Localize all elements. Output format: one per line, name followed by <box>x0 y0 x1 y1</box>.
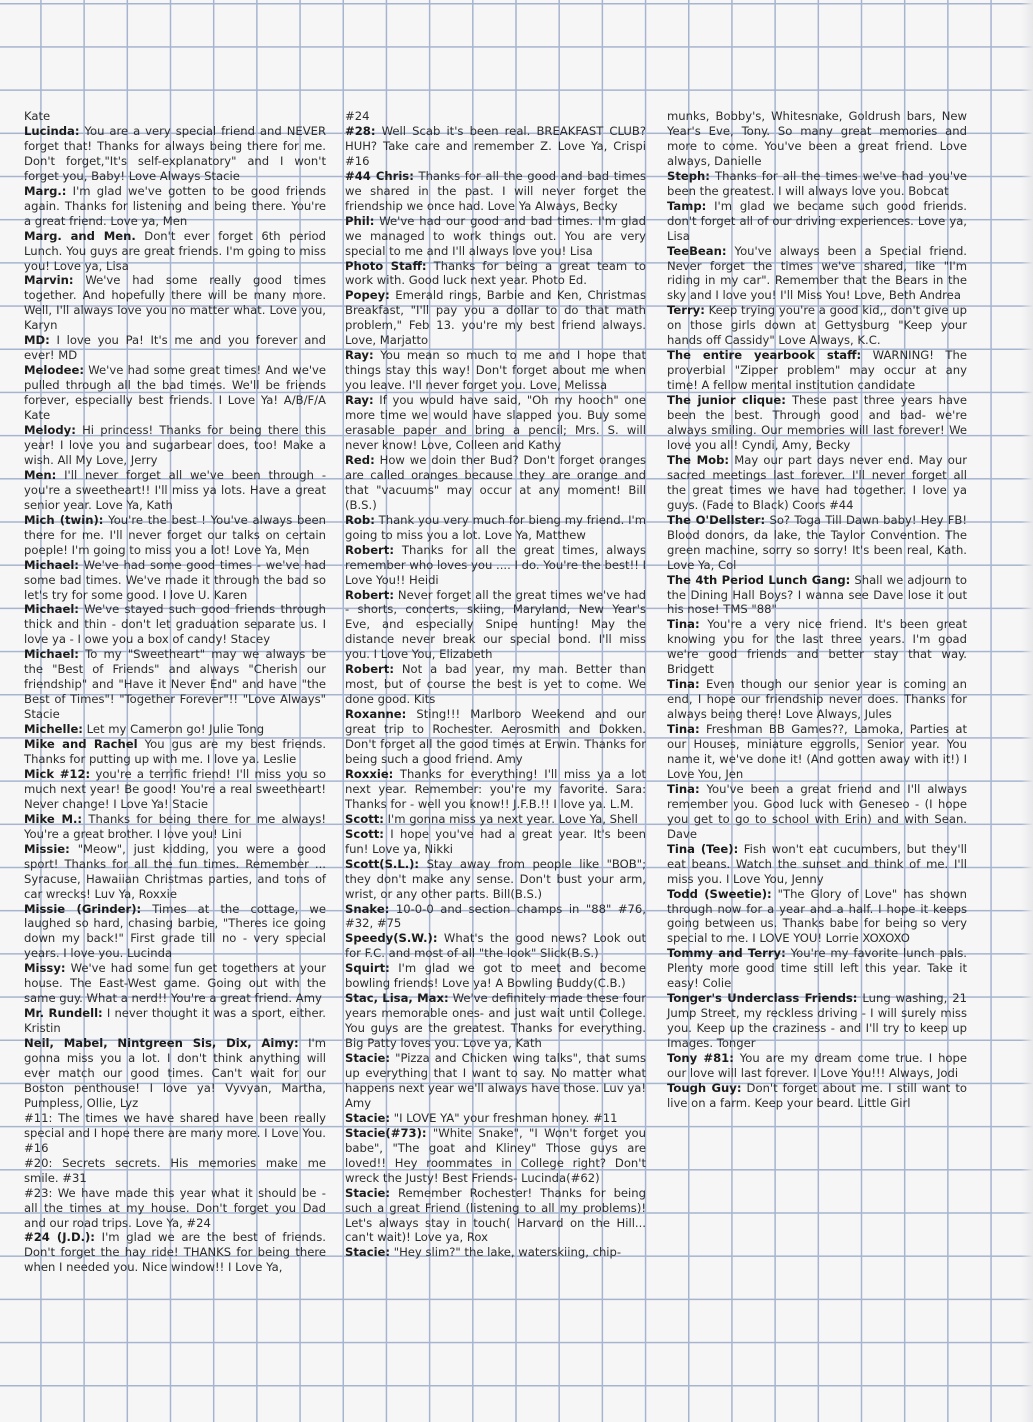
message-entry <box>24 1156 326 1186</box>
message-text: What's the good news? Look out for F.C. and most of all "the look" Slick(B.S.) <box>345 931 646 961</box>
message-entry <box>24 273 326 333</box>
message-text: Thanks for being a great team to work with. Good luck next year. Photo Ed. <box>345 258 646 288</box>
recipient-name: Stacie: <box>345 1185 391 1200</box>
message-text: How we doin ther Bud? Don't forget oranges are called oranges because they are orange and that "vacuums" may occur at any moment! Bill (B.S.) <box>345 452 646 512</box>
message-entry <box>345 931 646 961</box>
recipient-name: Tamp: <box>667 198 707 213</box>
recipient-name: Michelle: <box>24 722 83 737</box>
message-text: "I LOVE YA" your freshman honey. #11 <box>393 1110 618 1125</box>
message-text: you're a terrific friend! I'll miss you so much next year! Be good! You're a real sweetheart! Never change! I Love Ya! Stacie <box>24 766 326 811</box>
message-entry <box>345 588 646 663</box>
recipient-name: Steph: <box>667 168 710 183</box>
message-entry <box>345 1126 646 1186</box>
message-entry <box>24 1111 326 1156</box>
message-entry <box>667 722 967 782</box>
recipient-name: Tough Guy: <box>667 1080 742 1095</box>
message-text: We've had some really good times together. And hopefully there will be many more. Well, I'll always love you no matter what. Love you, Karyn <box>24 273 326 333</box>
recipient-name: Mick #12: <box>24 766 91 781</box>
recipient-name: Stacie: <box>345 1110 391 1125</box>
page-edge <box>1021 0 1033 1422</box>
message-text: I love you Pa! It's me and you forever and ever! MD <box>24 333 327 363</box>
message-text: Let my Cameron go! Julie Tong <box>86 722 265 737</box>
recipient-name: Tony #81: <box>667 1051 734 1066</box>
message-entry <box>24 363 326 423</box>
message-entry <box>24 558 326 603</box>
message-entry <box>345 214 646 259</box>
message-entry <box>667 1051 967 1081</box>
column-1 <box>24 109 326 1275</box>
recipient-name: #28: <box>345 123 376 138</box>
recipient-name: Squirt: <box>345 961 390 976</box>
recipient-name: Marg. and Men. <box>24 228 136 243</box>
message-text: Don't ever forget 6th period Lunch. You guys are great friends. I'm going to miss you! Love ya, Lisa <box>24 228 327 273</box>
message-text: You're a very nice friend. It's been great knowing you for the last three years. I'm goad we're good friends and better stay that way. Bridgett <box>667 617 967 677</box>
message-entry <box>345 288 646 348</box>
message-entry <box>24 812 326 842</box>
message-text: #23: We have made this year what it should be - all the times at my house. Don't forget you Dad and our road trips. Love Ya, #24 <box>24 1185 326 1230</box>
recipient-name: Robert: <box>345 587 394 602</box>
message-entry <box>24 961 326 1006</box>
recipient-name: Scott: <box>345 811 384 826</box>
message-entry <box>24 229 326 274</box>
message-text: I'm glad we are the best of friends. Don't forget the hay ride! THANKS for being there when I needed you. Nice window!! I Love Ya, <box>24 1230 326 1275</box>
message-entry <box>667 453 967 513</box>
message-entry <box>667 677 967 722</box>
message-entry <box>345 767 646 812</box>
recipient-name: Todd (Sweetie): <box>667 886 772 901</box>
recipient-name: Melody: <box>24 423 76 438</box>
message-entry <box>345 513 646 543</box>
message-entry <box>345 109 646 124</box>
message-text: I'm gonna miss ya next year. Love Ya, Shell <box>387 811 638 826</box>
message-text: "Hey slim?" the lake, waterskiing, chip- <box>393 1245 622 1260</box>
message-entry <box>667 348 967 393</box>
message-text: You're my favorite lunch pals. Plenty more good time still left this year. Take it easy! Colie <box>667 946 967 991</box>
message-text: You are my dream come true. I hope our love will last forever. I Love You!!! Always, Jodi <box>667 1051 967 1080</box>
message-text: Freshman BB Games??, Lamoka, Parties at our Houses, miniature eggrolls, Senior year. You name it, we've done it! (And gotten away with it!) I Love You, Jen <box>667 722 967 781</box>
message-entry <box>24 902 326 962</box>
recipient-name: MD: <box>24 333 50 348</box>
message-text: Thank you very much for bieng my friend. I'm going to miss you a lot. Love Ya, Matthew <box>345 512 646 542</box>
recipient-name: The junior clique: <box>667 393 786 408</box>
message-entry <box>345 124 646 169</box>
recipient-name: Ray: <box>345 393 374 408</box>
message-entry <box>667 109 967 169</box>
message-text: Even though our senior year is coming an end, I hope our friendship never does. Thanks for always being there! Love Always, Jules <box>667 677 967 722</box>
message-entry <box>24 767 326 812</box>
recipient-name: Tommy and Terry: <box>667 946 786 961</box>
recipient-name: TeeBean: <box>667 243 727 258</box>
recipient-name: Ray: <box>345 348 374 363</box>
recipient-name: Missie (Grinder): <box>24 901 142 916</box>
recipient-name: Stacie(#73): <box>345 1125 427 1140</box>
message-text: I'll never forget all we've been through - you're a sweetheart!! I'll miss ya lots. Have a great senior year. Love Ya, Kath <box>24 467 326 512</box>
recipient-name: Neil, Mabel, Nintgreen Sis, Dix, Aimy: <box>24 1036 299 1051</box>
message-text: I'm glad we got to meet and become bowling friends! Love ya! A Bowling Buddy(C.B.) <box>345 961 646 991</box>
message-entry <box>345 543 646 588</box>
recipient-name: Tina (Tee): <box>667 841 739 856</box>
message-text: I'm glad we became such good friends. don't forget all of our driving experiences. Love ya, Lisa <box>667 198 967 243</box>
recipient-name: Phil: <box>345 213 375 228</box>
message-entry <box>667 169 967 199</box>
message-entry <box>667 991 967 1051</box>
recipient-name: Snake: <box>345 901 390 916</box>
recipient-name: Robert: <box>345 662 394 677</box>
recipient-name: Mich (twin): <box>24 512 104 527</box>
recipient-name: Rob: <box>345 512 375 527</box>
message-text: "The Glory of Love" has shown through now for a year and a half. I hope it keeps going between us. Thanks babe for being so very special to me. I LOVE YOU! Lorrie XOXOXO <box>667 886 968 946</box>
message-entry <box>345 827 646 857</box>
message-entry <box>345 857 646 902</box>
message-text: We've stayed such good friends through thick and thin - don't let graduation separate us. I love ya - I owe you a box of candy! Stacey <box>24 602 326 647</box>
recipient-name: Lucinda: <box>24 123 80 138</box>
message-entry <box>24 1036 326 1111</box>
message-text: 10-0-0 and section champs in "88" #76, #32, #75 <box>345 901 646 931</box>
message-entry <box>24 333 326 363</box>
message-entry <box>24 842 326 902</box>
recipient-name: Missie: <box>24 841 70 856</box>
recipient-name: The O'Dellster: <box>667 512 766 527</box>
message-text: If you would have said, "Oh my hooch" one more time we would have slapped you. Buy some erasable paper and bring a pencil; Mrs. S. will never know! Love, Colleen and Kathy <box>345 393 646 452</box>
message-entry <box>345 662 646 707</box>
message-text: I never thought it was a sport, either. Kristin <box>24 1006 326 1036</box>
message-entry <box>667 842 967 887</box>
message-text: We've had our good and bad times. I'm glad we managed to work things out. You are very special to me and I'll always love you! Lisa <box>345 213 646 258</box>
message-entry <box>24 423 326 468</box>
message-text: Shall we adjourn to the Dining Hall Boys? I wanna see Dave lose it out his nose! TMS "88" <box>667 572 968 617</box>
message-entry <box>24 647 326 722</box>
recipient-name: Mr. Rundell: <box>24 1006 103 1021</box>
message-entry <box>345 453 646 513</box>
message-text: Thanks for everything! I'll miss ya a lot next year. Remember: you're my favorite. Sara: Thanks for - well you know!! J.F.B.!! I love ya. L.M. <box>345 766 646 811</box>
message-text: Don't forget about me. I still want to live on a farm. Keep your beard. Little Girl <box>667 1080 968 1110</box>
message-text: Thanks for being there for me always! You're a great brother. I love you! Lini <box>24 811 327 841</box>
message-entry <box>24 602 326 647</box>
message-text: You've been a great friend and I'll always remember you. Good luck with Geneseo - (I hope you get to go to school with Erin) and with Sean. Dave <box>667 781 968 841</box>
message-entry <box>345 902 646 932</box>
recipient-name: Michael: <box>24 647 79 662</box>
message-text: These past three years have been the best. Through good and bad- we're always smiling. Our memories will last forever! We love you all! Cyndi, Amy, Becky <box>667 393 968 452</box>
message-text: Stay away from people like "BOB"; they don't make any sense. Don't bust your arm, wrist, or any other parts. Bill(B.S.) <box>345 856 647 901</box>
message-text: Lung washing, 21 Jump Street, my reckless driving - I will surely miss you. Keep up the craziness - and I'll try to keep up Images. Tonger <box>667 991 967 1051</box>
message-entry <box>345 707 646 767</box>
message-entry <box>24 1186 326 1231</box>
recipient-name: Michael: <box>24 557 79 572</box>
recipient-name: Scott(S.L.): <box>345 856 420 871</box>
recipient-name: The 4th Period Lunch Gang: <box>667 572 851 587</box>
recipient-name: Stacie: <box>345 1245 391 1260</box>
message-entry <box>345 348 646 393</box>
recipient-name: Red: <box>345 452 375 467</box>
recipient-name: Photo Staff: <box>345 258 427 273</box>
message-text: Thanks for all the times we've had you've been the greatest. I will always love you. Bobcat <box>667 168 967 198</box>
message-entry <box>345 1186 646 1246</box>
recipient-name: The Mob: <box>667 452 730 467</box>
recipient-name: #44 Chris: <box>345 168 414 183</box>
column-2 <box>345 109 646 1260</box>
recipient-name: Men: <box>24 467 57 482</box>
recipient-name: Melodee: <box>24 363 85 378</box>
recipient-name: Michael: <box>24 602 79 617</box>
message-entry <box>667 573 967 618</box>
message-entry <box>24 1006 326 1036</box>
message-entry <box>345 259 646 289</box>
recipient-name: Tina: <box>667 677 700 692</box>
message-text: Never forget all the great times we've had - shorts, concerts, skiing, Maryland, New Year's Eve, and especially Snipe hunting! May the distance never break our special bond. I'll miss you. I Love You, Elizabeth <box>345 587 646 662</box>
message-entry <box>345 1245 646 1260</box>
message-text: "White Snake", "I Won't forget you babe", "The goat and Kliney" Those guys are loved!! Hey roommates in College right? Don't wreck the Justy! Best Friends- Lucinda(#62) <box>345 1125 646 1185</box>
message-text: Not a bad year, my man. Better than most, but of course the best is yet to come. We done good. Kits <box>345 662 646 707</box>
message-text: May our part days never end. May our sacred meetings last forever. I'll never forget all the great times we have had together. I love ya guys. (Fade to Black) Coors #44 <box>667 452 968 512</box>
message-entry <box>667 617 967 677</box>
message-text: You've always been a Special friend. Never forget the times we've shared, like "I'm riding in my car". Remember that the Bears in the sky and I love you! I'll Miss You! Love, Beth Andrea <box>667 243 967 303</box>
message-entry <box>667 946 967 991</box>
message-entry <box>667 782 967 842</box>
recipient-name: Scott: <box>345 826 384 841</box>
message-text: Sting!!! Marlboro Weekend and our great trip to Rochester. Aerosmith and Dokken. Don't forget all the good times at Erwin. Thanks for being such a good friend. Amy <box>345 707 646 766</box>
recipient-name: Stac, Lisa, Max: <box>345 991 449 1006</box>
message-entry <box>24 737 326 767</box>
message-text: Keep trying you're a good kid,, don't give up on those girls down at Gettysburg "Keep your hands off Cassidy" Love Always, K.C. <box>667 303 967 348</box>
message-entry <box>667 303 967 348</box>
message-entry <box>667 393 967 453</box>
message-entry <box>667 1081 967 1111</box>
message-text: Thanks for all the great times, always remember who loves you .... I do. You're the best!! I Love You!! Heidi <box>345 542 647 587</box>
recipient-name: Tina: <box>667 722 700 737</box>
message-text: You mean so much to me and I hope that things stay this way! Don't forget about me when you leave. I'll never forget you. Love, Melissa <box>345 348 647 393</box>
message-entry <box>667 244 967 304</box>
message-text: Kate <box>24 109 51 123</box>
message-text: I'm glad we've gotten to be good friends again. Thanks for listening and being there. You're a great friend. Love ya, Men <box>24 183 326 228</box>
recipient-name: Stacie: <box>345 1051 391 1066</box>
message-entry <box>24 1230 326 1275</box>
message-text: We've definitely made these four years memorable ones- and just wait until College. You guys are the greatest. Thanks for everything. Big Patty loves you. Love ya, Kath <box>345 991 647 1051</box>
message-entry <box>24 468 326 513</box>
message-text: We've had some good times - we've had some bad times. We've made it through the bad so let's try for some good. I love U. Karen <box>24 557 327 602</box>
message-entry <box>24 109 326 124</box>
message-entry <box>345 961 646 991</box>
recipient-name: Terry: <box>667 303 705 318</box>
message-text: #20: Secrets secrets. His memories make me smile. #31 <box>24 1155 326 1185</box>
message-entry <box>345 991 646 1051</box>
message-text: "Pizza and Chicken wing talks", that sums up everything that I want to say. No matter what happens next year we'll always have those. Luv ya! Amy <box>345 1051 646 1110</box>
message-entry <box>667 199 967 244</box>
message-text: WARNING! The proverbial "Zipper problem" may occur at any time! A fellow mental institution candidate <box>667 348 967 393</box>
message-entry <box>345 1051 646 1111</box>
recipient-name: Mike and Rachel <box>24 737 138 752</box>
recipient-name: Mike M.: <box>24 811 83 826</box>
message-text: Thanks for all the good and bad times we shared in the past. I will never forget the friendship we once had. Love Ya Always, Becky <box>345 168 646 213</box>
recipient-name: Roxxie: <box>345 766 394 781</box>
message-text: I'm gonna miss you a lot. I don't think anything will ever match our good times. Can't wait for our Boston penthouse! I love ya! Vyvyan, Martha, Pumpless, Ollie, Lyz <box>24 1036 326 1110</box>
message-entry <box>345 169 646 214</box>
recipient-name: Tina: <box>667 617 700 632</box>
recipient-name: Tina: <box>667 781 700 796</box>
message-text: Hi princess! Thanks for being there this year! I love you and sugarbear does, too! Make a wish. All My Love, Jerry <box>24 423 327 467</box>
message-text: We've had some great times! And we've pulled through all the bad times. We'll be friends forever, especially best friends. I Love Ya! A/B/F/A Kate <box>24 363 327 423</box>
message-entry <box>345 1111 646 1126</box>
recipient-name: Robert: <box>345 542 394 557</box>
message-entry <box>345 812 646 827</box>
message-entry <box>24 184 326 229</box>
recipient-name: Marvin: <box>24 273 74 288</box>
message-entry <box>667 887 967 947</box>
message-text: #11: The times we have shared have been really special and I hope there are many more. I Love You. #16 <box>24 1110 326 1155</box>
message-entry <box>24 513 326 558</box>
message-entry <box>24 722 326 737</box>
message-text: You're the best ! You've always been there for me. I'll never forget our talks on certain poeple! I'm going to miss you a lot! Love Ya, Men <box>24 512 327 557</box>
recipient-name: Missy: <box>24 961 66 976</box>
recipient-name: Speedy(S.W.): <box>345 931 438 946</box>
message-text: Remember Rochester! Thanks for being such a great Friend (listening to all my problems)! Let's always stay in touch( Harvard on the Hill... can't wait)! Love ya, Rox <box>345 1185 646 1245</box>
recipient-name: Roxanne: <box>345 707 407 722</box>
message-text: So? Toga Till Dawn baby! Hey FB! Blood donors, da lake, the Taylor Convention. The green machine, sorry so sorry! It's been real, Kath. Love Ya, Col <box>667 512 968 572</box>
recipient-name: The entire yearbook staff: <box>667 348 862 363</box>
message-text: You gus are my best friends. Thanks for putting up with me. I love ya. Leslie <box>24 737 327 766</box>
recipient-name: Popey: <box>345 288 390 303</box>
message-text: Well Scab it's been real. BREAKFAST CLUB? HUH? Take care and remember Z. Love Ya, Crispi #16 <box>345 123 646 168</box>
message-text: We've had some fun get togethers at your house. The East-West game. Going out with the same guy. What a nerd!! You're a great friend. Amy <box>24 961 326 1006</box>
message-text: Times at the cottage, we laughed so hard, chasing barbie, "Theres ice going down my back!" First grade till no - very special years. I love you. Lucinda <box>24 901 326 961</box>
recipient-name: #24 (J.D.): <box>24 1230 95 1245</box>
column-3 <box>667 109 967 1111</box>
message-text: Emerald rings, Barbie and Ken, Christmas Breakfast, "I'll pay you a dollar to do that math problem," Feb 13. you're my best friend always. Love, Marjatto <box>345 288 646 348</box>
message-entry <box>667 513 967 573</box>
message-text: I hope you've had a great year. It's been fun! Love ya, Nikki <box>345 826 647 856</box>
message-entry <box>24 124 326 184</box>
message-entry <box>345 393 646 453</box>
message-text: You are a very special friend and NEVER forget that! Thanks for always being there for me. Don't forget,"It's self-explanatory" and I won't forget you, Baby! Love Always Stacie <box>24 123 326 183</box>
message-text: To my "Sweetheart" may we always be the "Best of Friends" and always "Cherish our friendship" and "Have it Never End" and have "the Best of Times"! "Together Forever"!! "Love Always" Stacie <box>24 647 326 722</box>
message-text: #24 <box>345 109 370 123</box>
message-text: "Meow", just kidding, you were a good sport! Thanks for all the fun times. Remember ... Syracuse, Hawaiian Christmas parties, and tons of car wrecks! Luv Ya, Roxxie <box>24 841 327 901</box>
recipient-name: Marg.: <box>24 183 67 198</box>
message-text: munks, Bobby's, Whitesnake, Goldrush bars, New Year's Eve, Tony. So many great memories and more to come. You've been a great friend. Love always, Danielle <box>667 109 967 168</box>
recipient-name: Tonger's Underclass Friends: <box>667 991 858 1006</box>
message-text: Fish won't eat cucumbers, but they'll eat beans. Watch the sunset and think of me. I'll miss you. I Love You, Jenny <box>667 841 968 886</box>
